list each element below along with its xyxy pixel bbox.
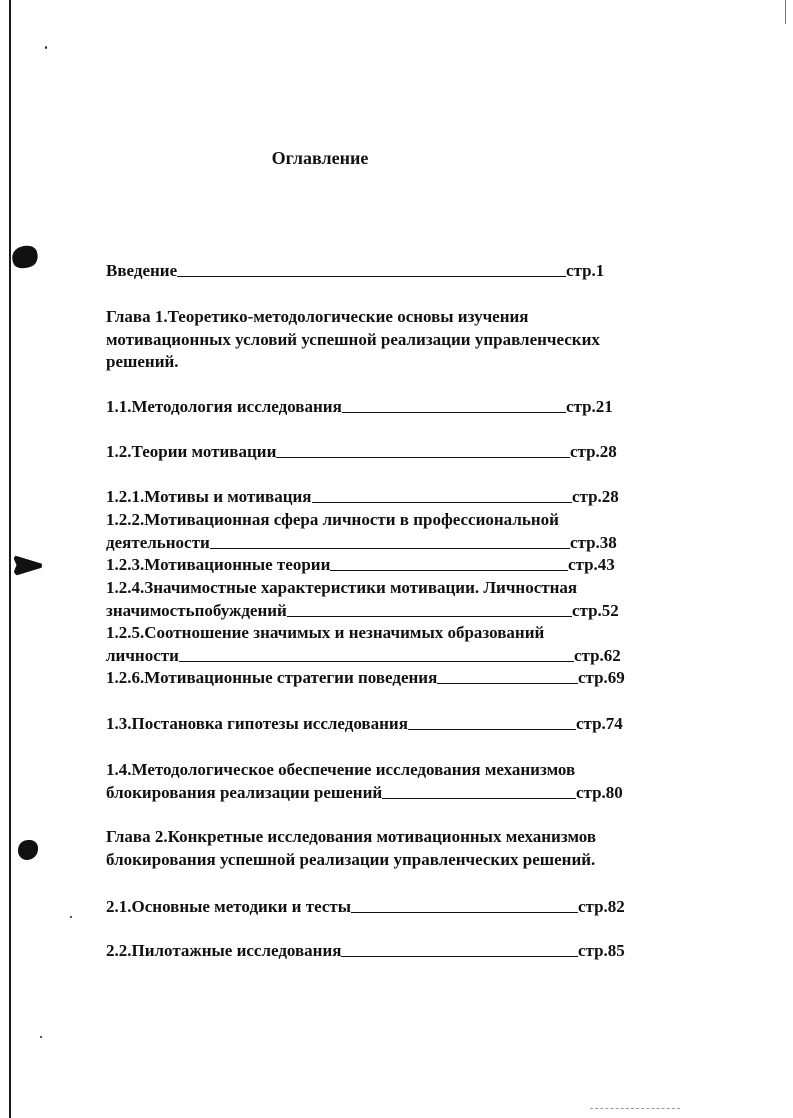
toc-entry-line bbox=[106, 713, 636, 736]
toc-entry-text: блокирования реализации решений bbox=[106, 782, 383, 802]
toc-entry-line bbox=[106, 667, 636, 690]
scan-speck bbox=[70, 916, 72, 918]
toc-entry-line bbox=[106, 532, 636, 555]
toc-entry-text: решений. bbox=[106, 352, 179, 371]
toc-entry bbox=[106, 306, 636, 374]
toc-leader-line bbox=[312, 502, 573, 503]
toc-entry-line bbox=[106, 554, 636, 577]
scan-speck bbox=[45, 46, 47, 49]
toc-entry bbox=[106, 260, 636, 283]
toc-entry-text: 1.1.Методология исследования bbox=[106, 397, 342, 416]
toc-leader-line bbox=[210, 548, 570, 549]
toc-page-number: стр.28 bbox=[570, 442, 617, 461]
toc-entry-line bbox=[106, 306, 636, 329]
toc-entry-text: 1.2.Теории мотивации bbox=[106, 442, 277, 461]
toc-entry-line bbox=[106, 896, 636, 919]
toc-entry-text: Введение bbox=[106, 261, 178, 280]
toc-page-number: стр.28 bbox=[572, 487, 619, 506]
toc-entry-text: 1.2.4.Значимостные характеристики мотивации. Личностная bbox=[106, 578, 578, 597]
toc-entry-text: 1.2.2.Мотивационная сфера личности в профессиональной bbox=[106, 510, 559, 529]
toc-page-number: стр.69 bbox=[578, 668, 625, 687]
toc-entry-text: 1.2.6.Мотивационные стратегии поведения bbox=[106, 668, 438, 687]
toc-page-number: стр.52 bbox=[572, 600, 619, 620]
toc-entry-line bbox=[106, 826, 636, 849]
toc-leader-line bbox=[177, 276, 566, 277]
scan-corner-mark bbox=[785, 0, 786, 24]
toc-entry-line bbox=[106, 782, 636, 805]
toc-title: Оглавление bbox=[271, 148, 369, 168]
toc-entry bbox=[106, 667, 636, 690]
toc-page-number: стр.43 bbox=[568, 555, 615, 574]
toc-entry-line bbox=[106, 486, 636, 509]
toc-entry-line bbox=[106, 509, 636, 532]
toc-entry-text: 1.4.Методологическое обеспечение исследования механизмов bbox=[106, 760, 576, 779]
toc-entry-line bbox=[106, 260, 636, 283]
toc-leader-line bbox=[276, 457, 570, 458]
hole-punch-mark bbox=[9, 242, 41, 272]
toc-entry-text: 2.2.Пилотажные исследования bbox=[106, 941, 342, 960]
toc-entry-text: Глава 2.Конкретные исследования мотивационных механизмов bbox=[106, 827, 597, 846]
toc-page-number: стр.21 bbox=[566, 397, 613, 416]
toc-entry-text: блокирования успешной реализации управленческих решений. bbox=[106, 849, 596, 869]
toc-leader-line bbox=[330, 570, 568, 571]
toc-entry-text: мотивационных условий успешной реализации управленческих bbox=[106, 329, 600, 349]
toc-entry-line bbox=[106, 351, 636, 374]
toc-entry-text: значимостьпобуждений bbox=[106, 600, 287, 620]
toc-entry-text: личности bbox=[106, 645, 179, 665]
toc-entry-text: 1.2.5.Соотношение значимых и незначимых образований bbox=[106, 623, 545, 642]
toc-entry bbox=[106, 622, 636, 667]
toc-page-number: стр.62 bbox=[574, 645, 621, 665]
toc-leader-line bbox=[287, 616, 572, 617]
toc-page-number: стр.85 bbox=[578, 941, 625, 960]
toc-entry bbox=[106, 759, 636, 804]
toc-entry bbox=[106, 441, 636, 464]
toc-entry-text: деятельности bbox=[106, 532, 210, 552]
toc-entry bbox=[106, 509, 636, 554]
hole-punch-mark bbox=[18, 840, 38, 860]
toc-entry-line bbox=[106, 600, 636, 623]
toc-entry-line bbox=[106, 849, 636, 872]
toc-entry-line bbox=[106, 329, 636, 352]
toc-leader-line bbox=[351, 912, 578, 913]
toc-entry-text: 1.2.1.Мотивы и мотивация bbox=[106, 487, 312, 506]
toc-leader-line bbox=[179, 661, 574, 662]
scan-speck bbox=[40, 1036, 42, 1038]
toc-page-number: стр.82 bbox=[578, 897, 625, 916]
toc-page-number: стр.80 bbox=[576, 782, 623, 802]
scan-bottom-artifact bbox=[590, 1108, 680, 1111]
toc-leader-line bbox=[341, 956, 578, 957]
toc-entry bbox=[106, 577, 636, 622]
toc-entry-text: Глава 1.Теоретико-методологические основы изучения bbox=[106, 307, 529, 326]
toc-entry-line bbox=[106, 577, 636, 600]
toc-entry bbox=[106, 396, 636, 419]
toc-entry-line bbox=[106, 622, 636, 645]
toc-entry-text: 1.3.Постановка гипотезы исследования bbox=[106, 714, 408, 733]
toc-entry-line bbox=[106, 940, 636, 963]
toc-leader-line bbox=[408, 729, 576, 730]
toc-entry bbox=[106, 554, 636, 577]
toc-entry-line bbox=[106, 759, 636, 782]
toc-entry-line bbox=[106, 396, 636, 419]
toc-leader-line bbox=[342, 412, 566, 413]
toc-entry bbox=[106, 896, 636, 919]
toc-entry-line bbox=[106, 645, 636, 668]
toc-entry bbox=[106, 486, 636, 509]
hole-punch-mark bbox=[12, 552, 42, 578]
toc-entry bbox=[106, 940, 636, 963]
toc-entry-text: 1.2.3.Мотивационные теории bbox=[106, 555, 331, 574]
toc-entry bbox=[106, 713, 636, 736]
toc-entry-text: 2.1.Основные методики и тесты bbox=[106, 897, 351, 916]
toc-page-number: стр.38 bbox=[570, 532, 617, 552]
toc-entry-line bbox=[106, 441, 636, 464]
toc-page-number: стр.1 bbox=[566, 261, 605, 280]
toc-leader-line bbox=[382, 798, 576, 799]
toc-entry bbox=[106, 826, 636, 871]
toc-page-number: стр.74 bbox=[576, 714, 623, 733]
toc-leader-line bbox=[437, 683, 578, 684]
